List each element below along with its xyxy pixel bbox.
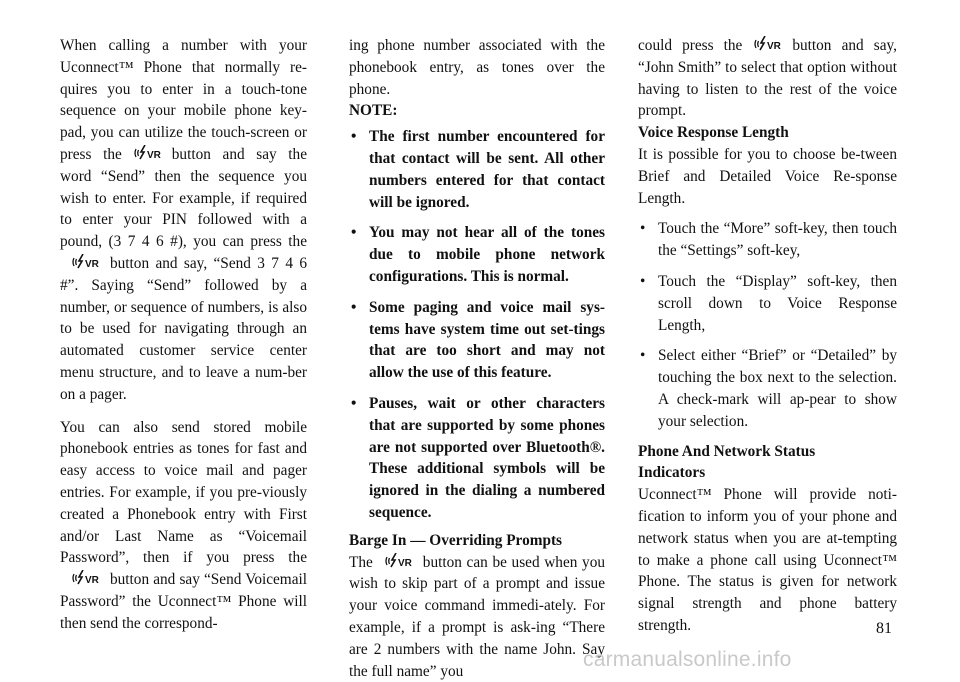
svg-text:VR: VR: [146, 149, 161, 161]
paragraph-status: Uconnect™ Phone will provide noti-fication to inform you of your phone and network status when you are at-tempting to make a phone call using Uconnect™ Phone. The status is given for network signal strength and phone battery strength.: [638, 486, 897, 634]
paragraph-continued: ing phone number associated with the phonebook entry, as tones over the phone.: [349, 37, 605, 98]
note-list: [349, 126, 605, 524]
paragraph-barge-in: The VR button can be used when you wish to skip part of a prompt and issue your voice command immedi-ately. For example, if a prompt is ask-ing “There are 2 numbers with the name John. Say the full name” you: [349, 553, 605, 680]
page-number: 81: [876, 620, 892, 637]
section-heading-status: Phone And Network Status Indicators: [638, 442, 816, 482]
list-item: • Touch the “More” soft-key, then touch the “Settings” soft-key,: [638, 218, 897, 262]
voice-recognition-icon: [72, 570, 100, 586]
list-item: • The first number encountered for that contact will be sent. All other numbers entered for that contact will be ignored.: [349, 126, 605, 213]
svg-text:VR: VR: [397, 557, 412, 569]
column-right: [638, 35, 897, 637]
list-item: • Some paging and voice mail sys-tems have system time out set-tings that are too short and may not allow the use of this feature.: [349, 297, 605, 384]
svg-text:VR: VR: [85, 258, 99, 270]
paragraph-phonebook-tones: You can also send stored mobile phonebook entries as tones for fast and easy access to voice mail and pager entries. For example, if you pre-viously created a Phonebook entry with First and/or Last Name as “Voicemail Password”, then if you press the VR button and say “Send Voicemail Password” the Uconnect™ Phone will then send the correspond-: [60, 418, 307, 632]
list-item: • Select either “Brief” or “Detailed” by touching the box next to the selection. A check-mark will ap-pear to show your selection.: [638, 345, 897, 432]
column-middle: [349, 35, 605, 682]
list-item: • Pauses, wait or other characters that are supported by some phones are not supported over Bluetooth®. These additional symbols will be ignored in the dialing a numbered sequence.: [349, 393, 605, 524]
list-item: • Touch the “Display” soft-key, then scroll down to Voice Response Length,: [638, 271, 897, 336]
voice-recognition-icon: [385, 553, 413, 569]
section-heading-barge-in: Barge In — Overriding Prompts: [349, 531, 563, 549]
voice-recognition-icon: [754, 36, 782, 52]
note-label: NOTE:: [349, 102, 398, 120]
list-item: • You may not hear all of the tones due to mobile phone network configurations. This is normal.: [349, 222, 605, 287]
voice-recognition-icon: [134, 145, 162, 161]
svg-text:VR: VR: [767, 41, 782, 52]
section-heading-voice-response: Voice Response Length: [638, 124, 789, 142]
steps-list: [638, 218, 897, 432]
voice-recognition-icon: [72, 254, 100, 270]
column-left: [60, 35, 307, 635]
paragraph-send-tones: When calling a number with your Uconnect™ Phone that normally re-quires you to enter in a touch-tone sequence on your mobile phone key-pad, you can utilize the touch-screen or press the VR button and say the word “Send” then the sequence you wish to enter. For example, if required to enter your PIN followed with a pound, (3 7 4 6 #), you can press the VR button and say, “Send 3 7 4 6 #”. Saying “Send” followed by a number, or sequence of numbers, is also to be used for navigating through an automated customer service center menu structure, and to leave a num-ber on a pager.: [60, 37, 307, 403]
paragraph-voice-response: It is possible for you to choose be-tween Brief and Detailed Voice Re-sponse Length.: [638, 145, 897, 207]
svg-text:VR: VR: [85, 575, 99, 587]
paragraph-barge-in-continued: could press the VR button and say, “John Smith” to select that option without having to listen to the rest of the voice prompt.: [638, 37, 897, 120]
watermark: carmanualsonline.info: [583, 648, 792, 671]
